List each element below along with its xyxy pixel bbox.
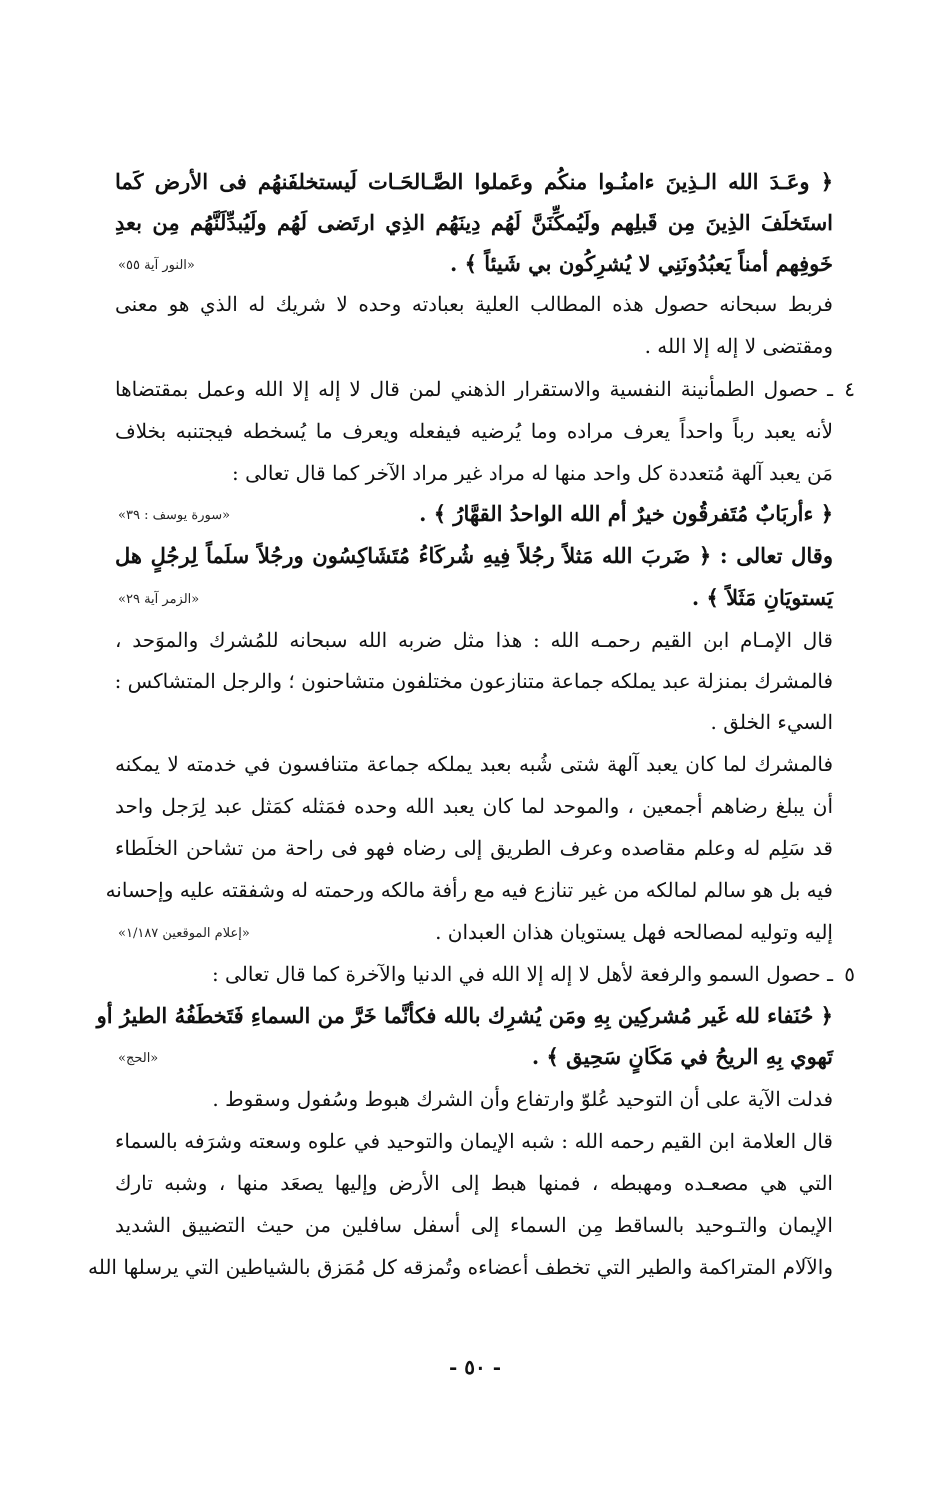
item-number-5: ٥ bbox=[844, 962, 855, 986]
text-line: فالمشرك بمنزلة عبد يملكه جماعة متنازعون مختلفون متشاحنون ؛ والرجل المتشاكس : bbox=[114, 669, 833, 693]
reference-ilam: «إعلام الموقعين ١/١٨٧» bbox=[118, 926, 250, 941]
verse-nur-line-2: استَخلَفَ الذِينَ مِن قَبلِهم ولَيُمكِّنَنَّ لَهُم دِينَهُم الذِي ارتَضى لَهُم ولَيُبدِّلَنَّهُم مِن بعدِ bbox=[115, 210, 833, 235]
text-line: فالمشرك لما كان يعبد آلهة شتى شُبه بعبد يملكه جماعة متنافسون في خدمته لا يمكنه bbox=[115, 752, 833, 776]
verse-hajj-line-2: تَهوي بِهِ الريحُ في مَكَانٍ سَحِيق ﴾ . bbox=[531, 1044, 833, 1069]
verse-zumar-line-2: يَستويَانِ مَثَلاً ﴾ . bbox=[691, 585, 833, 610]
text-line: فدلت الآية على أن التوحيد عُلوّ وارتفاع وأن الشرك هبوط وسُفول وسقوط . bbox=[212, 1087, 833, 1111]
text-line: قد سَلِم له وعلم مقاصده وعرف الطريق إلى رضاه فهو فى راحة من تشاحن الخلَطاء bbox=[115, 836, 833, 860]
verse-yusuf: ﴿ ءأربَابٌ مُتَفرقُون خيرٌ أم الله الواحدُ القهَّارُ ﴾ . bbox=[419, 501, 833, 526]
text-line: إليه وتوليه لمصالحه فهل يستويان هذان العبدان . bbox=[435, 920, 833, 944]
verse-hajj-line-1: ﴿ حُنَفاء لله غَير مُشركِين بِهِ ومَن يُشرِك بالله فكأنَّما خَرَّ من السماءِ فَتَخطَفُهُ الطيرُ أو bbox=[96, 1003, 833, 1028]
text-line: مَن يعبد آلهة مُتعددة كل واحد منها له مراد غير مراد الآخر كما قال تعالى : bbox=[231, 461, 833, 485]
text-line: قال الإمـام ابن القيم رحمـه الله : هذا مثل ضربه الله سبحانه للمُشرك والموَحد ، bbox=[115, 628, 833, 652]
text-line: ـ حصول الطمأنينة النفسية والاستقرار الذهني لمن قال لا إله إلا الله وعمل بمقتضاها bbox=[115, 377, 833, 401]
text-line: التي هي مصعـده ومهبطه ، فمنها هبط إلى الأرض وإليها يصعَد منها ، وشبه تارك bbox=[115, 1171, 833, 1195]
verse-nur-line-1: ﴿ وعَـدَ الله الـذِينَ ءامنُـوا منكُم وعَملوا الصَّـالحَـات لَيستخلفَنهُم فى الأرض كَما bbox=[115, 169, 834, 194]
text-line: الإيمان والتـوحيد بالساقط مِن السماء إلى أسفل سافلين من حيث التضييق الشديد bbox=[115, 1213, 833, 1237]
text-line: فربط سبحانه حصول هذه المطالب العلية بعبادته وحده لا شريك له الذي هو معنى bbox=[115, 292, 833, 316]
page-number: - ٥٠ - bbox=[448, 1355, 501, 1379]
text-line: السيء الخلق . bbox=[710, 710, 833, 734]
reference-yusuf: «سورة يوسف : ٣٩» bbox=[118, 508, 231, 523]
item-number-4: ٤ bbox=[844, 377, 855, 401]
text-line: فيه بل هو سالم لمالكه من غير تنازع فيه مع رأفة مالكه ورحمته له وشفقته عليه وإحسانه bbox=[105, 878, 833, 902]
verse-zumar-line-1: وقال تعالى : ﴿ ضَربَ الله مَثلاً رجُلاً فِيهِ شُركَاءُ مُتَشَاكِسُون ورجُلاً سلَماً لِرجُلٍ هل bbox=[115, 543, 833, 568]
text-line: أن يبلغ رضاهم أجمعين ، والموحد لما كان يعبد الله وحده فمَثله كمَثل عبد لِرَجل واحد bbox=[115, 794, 833, 818]
reference-nur: «النور آية ٥٥» bbox=[118, 258, 195, 273]
text-line: والآلام المتراكمة والطير التي تخطف أعضاءه وتُمزقه كل مُمَزق بالشياطين التي يرسلها الله bbox=[87, 1255, 833, 1279]
text-line: ومقتضى لا إله إلا الله . bbox=[644, 334, 833, 358]
reference-hajj: «الحج» bbox=[118, 1051, 159, 1066]
text-line: ـ حصول السمو والرفعة لأهل لا إله إلا الله في الدنيا والآخرة كما قال تعالى : bbox=[211, 962, 833, 986]
reference-zumar: «الزمر آية ٢٩» bbox=[118, 592, 200, 607]
text-line: لأنه يعبد رباً واحداً يعرف مراده وما يُرضيه فيفعله ويعرف ما يُسخطه فيجتنبه بخلاف bbox=[115, 419, 833, 443]
verse-nur-line-3: خَوفِهم أمناً يَعبُدُونَنِي لا يُشرِكُون بي شَيئاً ﴾ . bbox=[449, 251, 833, 276]
text-line: قال العلامة ابن القيم رحمه الله : شبه الإيمان والتوحيد في علوه وسعته وشرَفه بالسماء bbox=[115, 1129, 833, 1153]
